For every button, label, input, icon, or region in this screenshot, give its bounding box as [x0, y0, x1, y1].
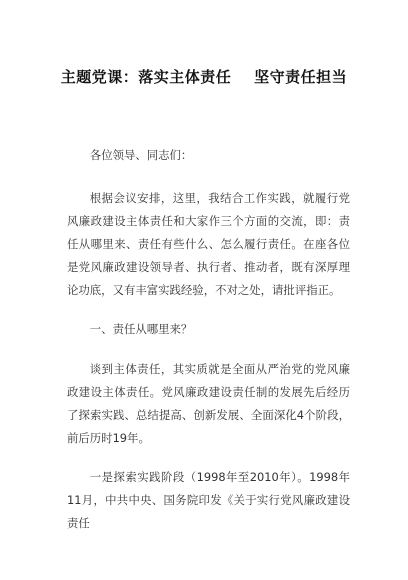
- paragraph-intro: 根据会议安排，这里，我结合工作实践，就履行党风廉政建设主体责任和大家作三个方面的交流，即：责任从哪里来、责任有些什么、怎么履行责任。在座各位是党风廉政建设领导者、执行者、推动者，既有深厚理论功底，又有丰富实践经验，不对之处，请批评指正。: [67, 191, 350, 297]
- paragraph-responsibility: 谈到主体责任，其实质就是全面从严治党的党风廉政建设主体责任。党风廉政建设责任制的发展先后经历了探索实践、总结提高、创新发展、全面深化4个阶段，前后历时19年。: [67, 362, 350, 445]
- document-title: 主题党课：落实主体责任 坚守责任担当: [60, 68, 348, 86]
- greeting: 各位领导、同志们：: [89, 148, 193, 162]
- section-heading-1: 一、责任从哪里来？: [89, 322, 193, 336]
- paragraph-stage-1: 一是探索实践阶段（1998年至2010年）。1998年11月，中共中央、国务院印发《关于实行党风廉政建设责任: [67, 470, 350, 530]
